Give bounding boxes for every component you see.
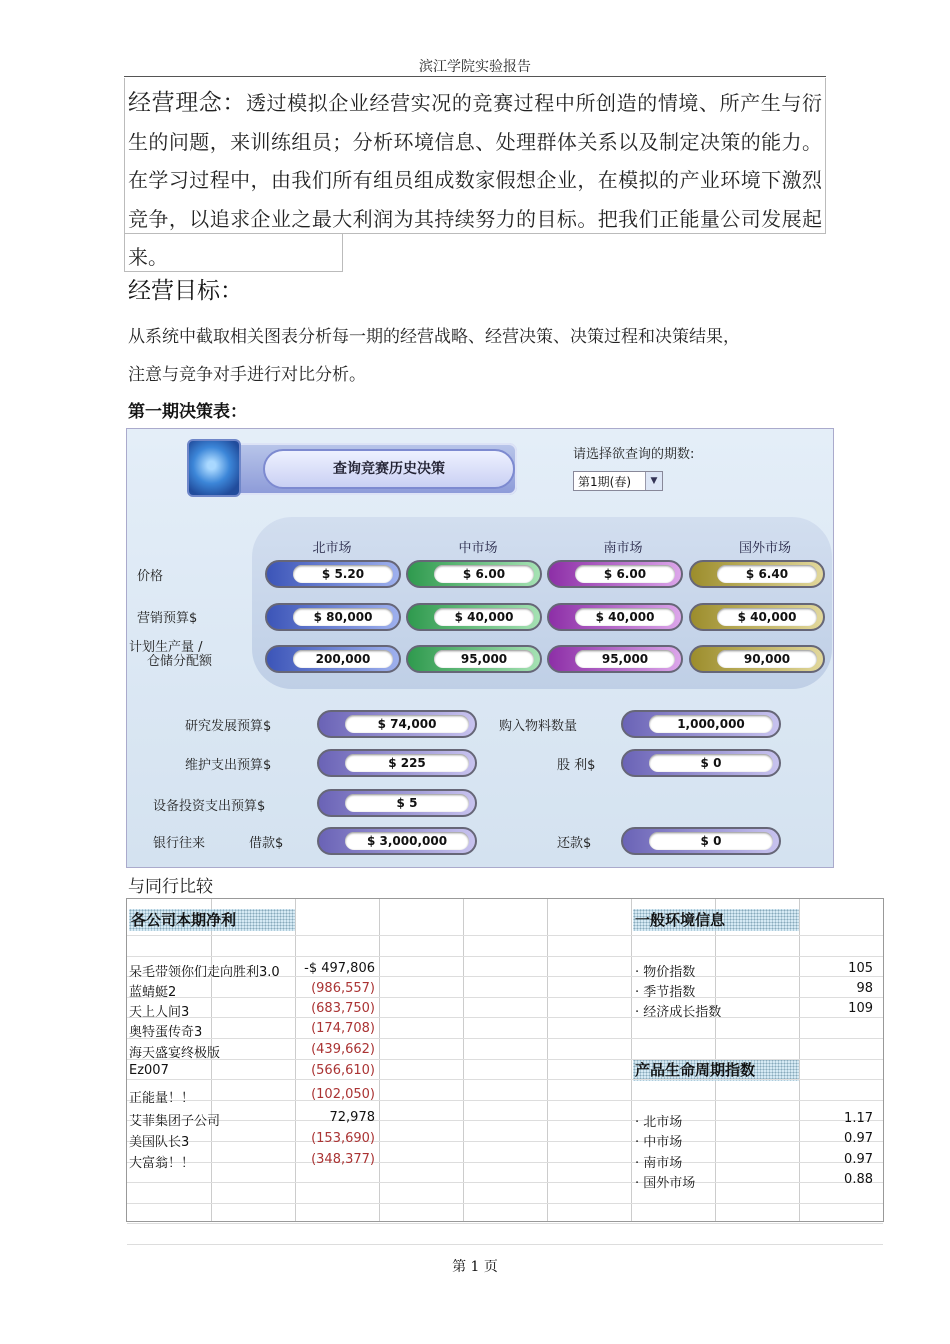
grid-row [127, 1100, 883, 1101]
goal-line-2: 注意与竞争对手进行对比分析。 [128, 365, 366, 385]
dividend-label: 股 利$ [557, 758, 596, 773]
repay-value: $ 0 [649, 832, 773, 850]
philosophy-text: 透过模拟企业经营实况的竞赛过程中所创造的情境、所产生与衍生的问题，来训练组员；分析环境信息、处理群体关系以及制定决策的能力。在学习过程中，由我们所有组员组成数家假想企业，在模拟的产业环境下激烈竞争，以追求企业之最大利润为其持续努力的目标。把我们正能量公司发展起来。 [128, 91, 822, 269]
market-header-foreign: 国外市场 [738, 541, 791, 556]
company-name: 艾菲集团子公司 [129, 1114, 221, 1129]
plc-label: · 中市场 [635, 1135, 683, 1150]
price-south-value: $ 6.00 [575, 565, 675, 583]
grid-row [127, 956, 883, 957]
env-label: · 季节指数 [635, 985, 696, 1000]
row-label-production-a: 计划生产量 / [129, 640, 203, 655]
grid-col [379, 899, 380, 1221]
production-foreign-field[interactable] [689, 645, 825, 673]
profit-title: 各公司本期净利 [129, 909, 295, 931]
company-name: 蓝蜻蜓2 [129, 985, 177, 1000]
maintenance-field[interactable] [317, 749, 477, 777]
decision-screenshot [126, 428, 834, 868]
grid-row [127, 1079, 883, 1080]
company-profit: (102,050) [311, 1087, 375, 1102]
plc-value: 0.88 [844, 1172, 873, 1187]
plc-label: · 北市场 [635, 1115, 683, 1130]
company-name: 美国队长3 [129, 1135, 190, 1150]
goal-heading: 经营目标： [128, 278, 243, 304]
price-foreign-field[interactable] [689, 560, 825, 588]
price-south-field[interactable] [547, 560, 683, 588]
market-header-central: 中市场 [458, 541, 498, 556]
price-central-value: $ 6.00 [434, 565, 534, 583]
company-name: 正能量！！ [129, 1091, 195, 1106]
production-central-value: 95,000 [434, 650, 534, 668]
price-north-value: $ 5.20 [293, 565, 393, 583]
repay-field[interactable] [621, 827, 781, 855]
marketing-foreign-field[interactable] [689, 603, 825, 631]
philosophy-heading: 经营理念： [128, 90, 246, 116]
marketing-central-field[interactable] [406, 603, 542, 631]
env-value: 98 [856, 981, 873, 996]
history-banner-title[interactable]: 查询竞赛历史决策 [263, 449, 515, 489]
marketing-north-field[interactable] [265, 603, 401, 631]
rd-field[interactable] [317, 710, 477, 738]
production-north-field[interactable] [265, 645, 401, 673]
grid-row [127, 1038, 883, 1039]
chevron-down-icon[interactable]: ▼ [645, 472, 662, 490]
company-name: 大富翁！！ [129, 1156, 195, 1171]
loan-field[interactable] [317, 827, 477, 855]
marketing-foreign-value: $ 40,000 [717, 608, 817, 626]
maintenance-value: $ 225 [345, 754, 469, 772]
row-label-price: 价格 [137, 569, 164, 584]
compare-caption: 与同行比较 [128, 877, 213, 897]
production-south-field[interactable] [547, 645, 683, 673]
globe-icon [187, 439, 241, 497]
grid-row [127, 1059, 883, 1060]
env-label: · 经济成长指数 [635, 1005, 722, 1020]
grid-row [127, 935, 883, 936]
plc-value: 0.97 [844, 1152, 873, 1167]
maintenance-label: 维护支出预算$ [185, 758, 272, 773]
grid-col [799, 899, 800, 1221]
header-rule [124, 76, 826, 77]
row-label-production-b: 仓储分配额 [147, 654, 213, 669]
production-south-value: 95,000 [575, 650, 675, 668]
production-foreign-value: 90,000 [717, 650, 817, 668]
company-name: Ez007 [129, 1063, 169, 1078]
history-banner [187, 443, 517, 495]
price-central-field[interactable] [406, 560, 542, 588]
plc-label: · 国外市场 [635, 1176, 696, 1191]
period-select-value: 第1期(春) [578, 475, 631, 489]
grid-row [127, 1182, 883, 1183]
env-title: 一般环境信息 [633, 909, 799, 931]
market-header-south: 南市场 [603, 541, 643, 556]
period-select-label: 请选择欲查询的期数: [573, 447, 695, 462]
company-profit: (348,377) [311, 1152, 375, 1167]
row-label-marketing: 营销预算$ [137, 611, 198, 626]
material-label: 购入物料数量 [499, 719, 578, 734]
page-header: 滨江学院实验报告 [419, 59, 531, 75]
company-profit: -$ 497,806 [304, 961, 375, 976]
company-profit: (153,690) [311, 1131, 375, 1146]
equipment-label: 设备投资支出预算$ [153, 799, 266, 814]
grid-row [127, 1141, 883, 1142]
grid-row [127, 1223, 883, 1224]
marketing-south-field[interactable] [547, 603, 683, 631]
price-foreign-value: $ 6.40 [717, 565, 817, 583]
decision-table-label: 第一期决策表： [128, 402, 247, 422]
grid-col [547, 899, 548, 1221]
loan-label: 借款$ [249, 836, 284, 851]
grid-row [127, 1162, 883, 1163]
grid-row [127, 1120, 883, 1121]
rd-value: $ 74,000 [345, 715, 469, 733]
equipment-field[interactable] [317, 789, 477, 817]
company-profit: (566,610) [311, 1063, 375, 1078]
company-name: 奥特蛋传奇3 [129, 1025, 203, 1040]
company-profit: (439,662) [311, 1042, 375, 1057]
grid-col [295, 899, 296, 1221]
plc-title: 产品生命周期指数 [633, 1059, 799, 1081]
page-number: 第 1 页 [452, 1259, 498, 1275]
market-header-north: 北市场 [312, 541, 352, 556]
price-north-field[interactable] [265, 560, 401, 588]
plc-label: · 南市场 [635, 1156, 683, 1171]
goal-line-1: 从系统中截取相关图表分析每一期的经营战略、经营决策、决策过程和决策结果， [128, 327, 740, 347]
dividend-field[interactable] [621, 749, 781, 777]
company-profit: (174,708) [311, 1021, 375, 1036]
company-profit: 72,978 [329, 1110, 375, 1125]
period-select[interactable] [573, 471, 663, 491]
goal-paragraph [128, 318, 828, 394]
plc-value: 0.97 [844, 1131, 873, 1146]
company-profit: (683,750) [311, 1001, 375, 1016]
material-field[interactable] [621, 710, 781, 738]
env-value: 109 [848, 1001, 873, 1016]
philosophy-paragraph [128, 84, 822, 277]
env-value: 105 [848, 961, 873, 976]
marketing-north-value: $ 80,000 [293, 608, 393, 626]
env-label: · 物价指数 [635, 965, 696, 980]
material-value: 1,000,000 [649, 715, 773, 733]
production-north-value: 200,000 [293, 650, 393, 668]
company-name: 天上人间3 [129, 1005, 190, 1020]
marketing-central-value: $ 40,000 [434, 608, 534, 626]
company-profit: (986,557) [311, 981, 375, 996]
company-name: 呆毛带领你们走向胜利3.0 [129, 965, 280, 980]
grid-col [631, 899, 632, 1221]
marketing-south-value: $ 40,000 [575, 608, 675, 626]
grid-row [127, 1203, 883, 1204]
grid-row [127, 1017, 883, 1018]
plc-value: 1.17 [844, 1111, 873, 1126]
comparison-sheet [126, 898, 884, 1222]
grid-row [127, 1244, 883, 1245]
grid-row [127, 997, 883, 998]
bank-label: 银行往来 [153, 836, 206, 851]
rd-label: 研究发展预算$ [185, 719, 272, 734]
dividend-value: $ 0 [649, 754, 773, 772]
company-name: 海天盛宴终极版 [129, 1046, 221, 1061]
loan-value: $ 3,000,000 [345, 832, 469, 850]
row-label-production [129, 641, 212, 669]
grid-col [463, 899, 464, 1221]
production-central-field[interactable] [406, 645, 542, 673]
equipment-value: $ 5 [345, 794, 469, 812]
repay-label: 还款$ [557, 836, 592, 851]
